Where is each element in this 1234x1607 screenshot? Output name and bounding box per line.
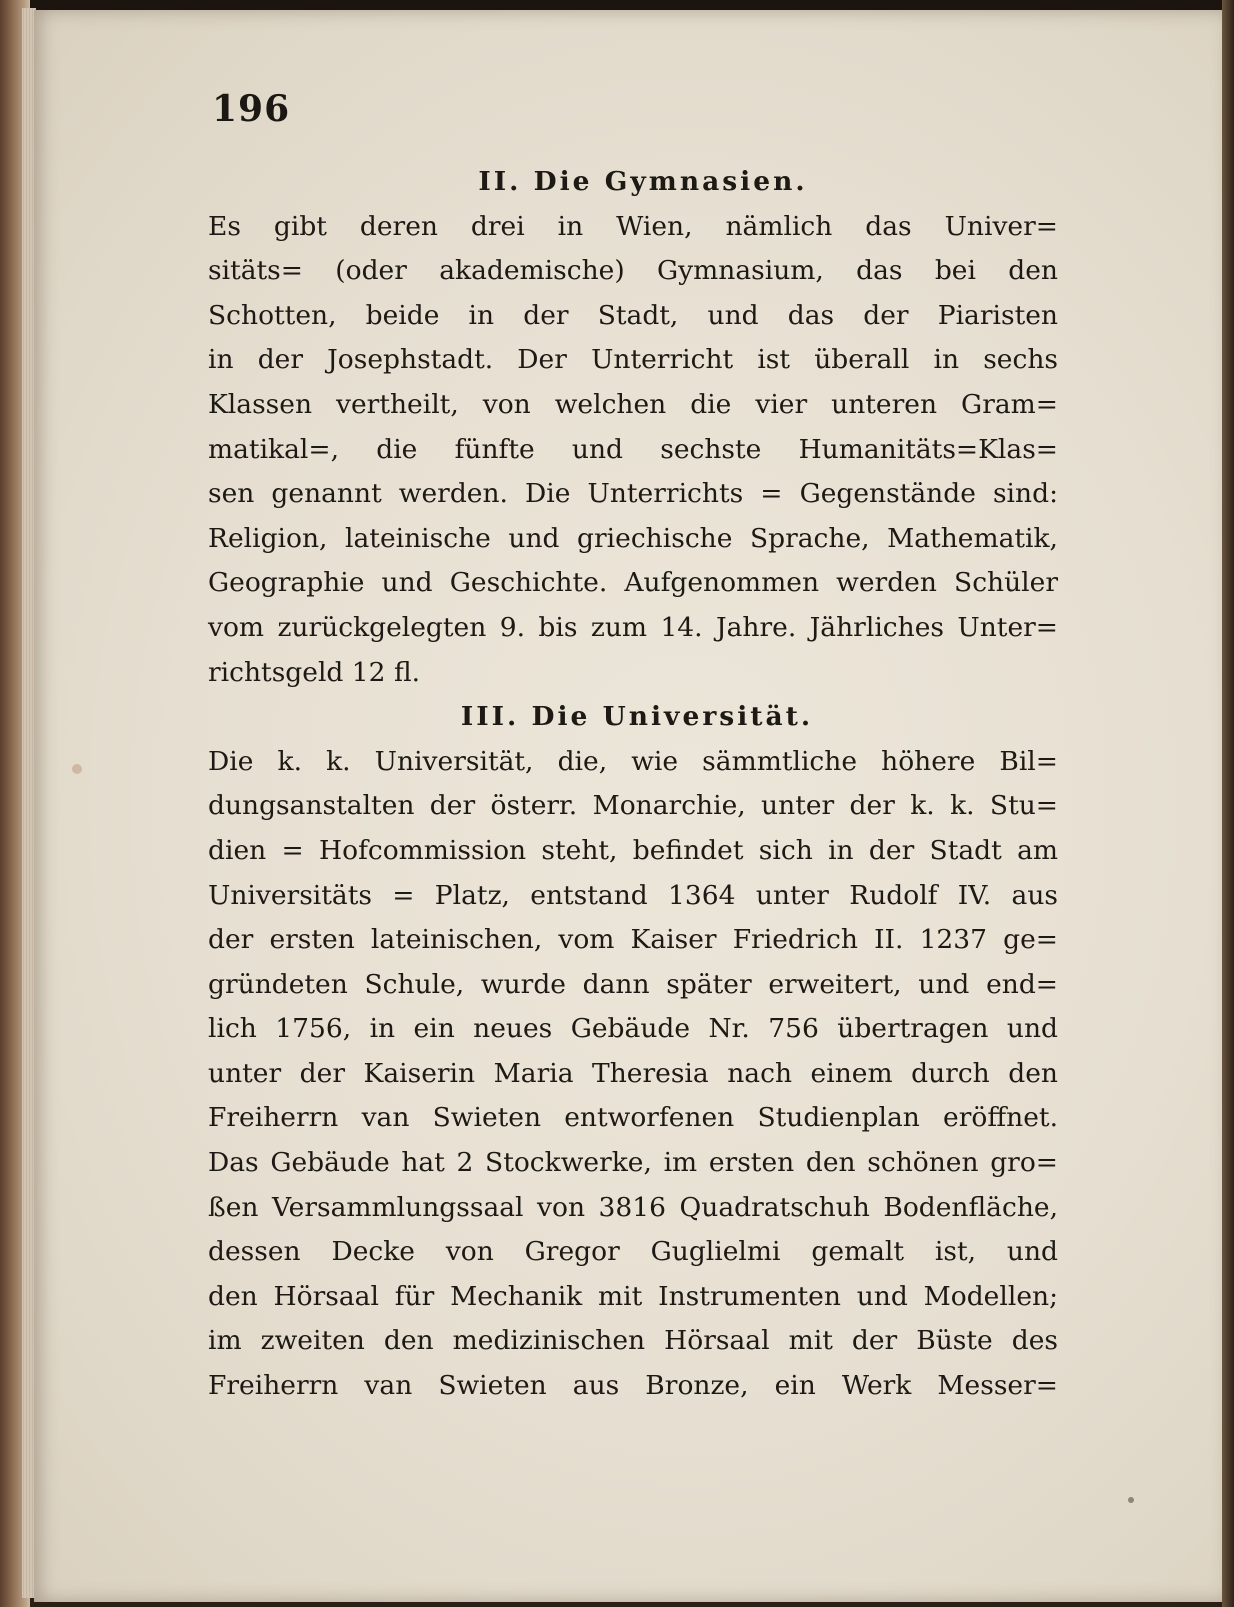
text-line: Universitäts = Platz, entstand 1364 unter Rudolf IV. aus — [208, 879, 1058, 911]
text-line: matikal=, die fünfte und sechste Humanitäts=Klas= — [208, 433, 1058, 465]
text-line: Die k. k. Universität, die, wie sämmtliche höhere Bil= — [208, 745, 1058, 777]
text-line: Es gibt deren drei in Wien, nämlich das Univer= — [208, 210, 1058, 242]
text-line: unter der Kaiserin Maria Theresia nach einem durch den — [208, 1057, 1058, 1089]
text-line: Schotten, beide in der Stadt, und das der Piaristen — [208, 299, 1058, 331]
text-line: Freiherrn van Swieten aus Bronze, ein Werk Messer= — [208, 1370, 1058, 1402]
text-line: der ersten lateinischen, vom Kaiser Friedrich II. 1237 ge= — [208, 924, 1058, 956]
text-line: richtsgeld 12 fl. — [208, 656, 421, 688]
text-line: dungsanstalten der österr. Monarchie, unter der k. k. Stu= — [208, 790, 1058, 822]
text-line: sen genannt werden. Die Unterrichts = Gegenstände sind: — [208, 478, 1058, 510]
text-line: im zweiten den medizinischen Hörsaal mit der Büste des — [208, 1325, 1058, 1357]
text-line: ßen Versammlungssaal von 3816 Quadratschuh Bodenfläche, — [208, 1191, 1058, 1223]
text-line: dessen Decke von Gregor Guglielmi gemalt ist, und — [208, 1236, 1058, 1268]
section-heading: III. Die Universität. — [460, 701, 814, 733]
text-line: Religion, lateinische und griechische Sprache, Mathematik, — [208, 522, 1058, 554]
page-text — [208, 160, 1058, 1409]
text-line: vom zurückgelegten 9. bis zum 14. Jahre. Jährliches Unter= — [208, 611, 1058, 643]
text-line: Geographie und Geschichte. Aufgenommen werden Schüler — [208, 567, 1058, 599]
text-line: sitäts= (oder akademische) Gymnasium, das bei den — [208, 255, 1058, 287]
text-line: in der Josephstadt. Der Unterricht ist überall in sechs — [208, 344, 1058, 376]
text-line: gründeten Schule, wurde dann später erweitert, und end= — [208, 968, 1058, 1000]
text-line: den Hörsaal für Mechanik mit Instrumenten und Modellen; — [208, 1280, 1058, 1312]
right-shadow-edge — [1222, 0, 1234, 1607]
text-line: Das Gebäude hat 2 Stockwerke, im ersten den schönen gro= — [208, 1147, 1058, 1179]
stain-mark — [72, 764, 82, 774]
text-line: lich 1756, in ein neues Gebäude Nr. 756 übertragen und — [208, 1013, 1058, 1045]
text-line: Freiherrn van Swieten entworfenen Studienplan eröffnet. — [208, 1102, 1058, 1134]
text-line: dien = Hofcommission steht, befindet sich in der Stadt am — [208, 834, 1058, 866]
text-line: Klassen vertheilt, von welchen die vier unteren Gram= — [208, 388, 1058, 420]
stain-mark — [1128, 1497, 1134, 1503]
page-number: 196 — [212, 88, 291, 130]
section-heading: II. Die Gymnasien. — [478, 166, 808, 197]
